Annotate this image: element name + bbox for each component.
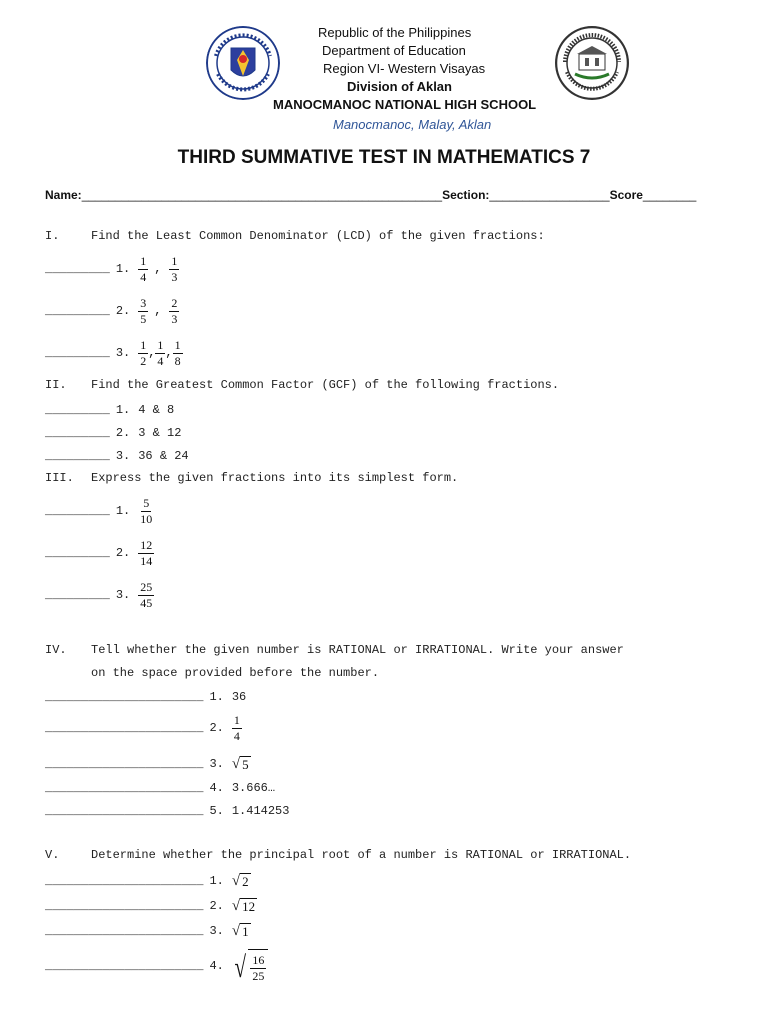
comma-separator: , <box>154 304 162 318</box>
student-info-line <box>45 188 696 202</box>
section-3-item-1 <box>45 494 154 528</box>
answer-blank[interactable]: ______________________ <box>45 690 204 704</box>
section-4-item-1 <box>45 688 246 706</box>
header-department: Department of Education <box>322 43 466 58</box>
comma-separator: , <box>148 346 156 360</box>
item-number: 3. <box>115 588 131 602</box>
section-5-item-3 <box>45 922 251 940</box>
answer-blank[interactable]: ______________________ <box>45 721 204 735</box>
header-republic: Republic of the Philippines <box>318 25 472 40</box>
section-label: Section: <box>442 188 490 202</box>
section-1-item-3 <box>45 336 183 370</box>
item-number: 2. <box>209 721 224 735</box>
section-4-item-4 <box>45 779 275 797</box>
answer-blank[interactable]: ______________________ <box>45 924 204 938</box>
item-number: 4. <box>209 959 224 973</box>
section-1-item-1 <box>45 252 179 286</box>
section-4-item-3 <box>45 755 251 773</box>
item-number: 3. <box>115 346 131 360</box>
test-title: THIRD SUMMATIVE TEST IN MATHEMATICS 7 <box>177 147 591 168</box>
name-label: Name: <box>45 188 82 202</box>
answer-blank[interactable]: _________ <box>45 504 110 518</box>
square-root <box>232 898 257 914</box>
section-2-item-2 <box>45 424 181 442</box>
fraction <box>173 339 183 368</box>
item-number: 3. <box>209 757 224 771</box>
name-field[interactable]: ______________________________________________________ <box>81 188 443 202</box>
fraction <box>138 581 154 610</box>
section-5-item-4 <box>45 946 268 986</box>
answer-blank[interactable]: ______________________ <box>45 959 204 973</box>
fraction <box>155 339 165 368</box>
item-value: 3 & 12 <box>138 426 182 440</box>
denominator: 5 <box>140 311 147 326</box>
item-number: 3. <box>115 449 131 463</box>
fraction <box>138 297 148 326</box>
answer-blank[interactable]: ______________________ <box>45 781 204 795</box>
section-3-instruction <box>45 471 458 485</box>
section-3-item-2 <box>45 536 154 570</box>
item-number: 1. <box>115 504 131 518</box>
item-number: 1. <box>209 874 224 888</box>
item-value: 4 & 8 <box>138 403 175 417</box>
section-4-instruction-continued: on the space provided before the number. <box>91 666 380 680</box>
item-number: 1. <box>115 403 131 417</box>
header-region: Region VI- Western Visayas <box>323 61 486 76</box>
answer-blank[interactable]: ______________________ <box>45 899 204 913</box>
numerator: 25 <box>140 579 153 594</box>
denominator: 4 <box>233 728 240 743</box>
square-root <box>232 756 251 772</box>
item-number: 5. <box>209 804 224 818</box>
answer-blank[interactable]: ______________________ <box>45 874 204 888</box>
answer-blank[interactable]: _________ <box>45 346 110 360</box>
item-number: 2. <box>209 899 224 913</box>
section-5-item-1 <box>45 872 251 890</box>
section-5-item-2 <box>45 897 257 915</box>
numerator: 1 <box>174 337 181 352</box>
item-number: 4. <box>209 781 224 795</box>
fraction <box>169 297 179 326</box>
answer-blank[interactable]: _________ <box>45 426 110 440</box>
denominator: 3 <box>171 269 178 284</box>
item-value: 3.666… <box>231 781 276 795</box>
section-field[interactable]: __________________ <box>489 188 610 202</box>
section-2-item-1 <box>45 401 174 419</box>
denominator: 25 <box>252 969 265 983</box>
radical-sign-icon: √ <box>231 873 241 889</box>
answer-blank[interactable]: _________ <box>45 403 110 417</box>
answer-blank[interactable]: _________ <box>45 449 110 463</box>
item-number: 2. <box>115 426 131 440</box>
section-4-item-2 <box>45 711 242 745</box>
score-field[interactable]: ________ <box>642 188 697 202</box>
numerator: 1 <box>233 712 240 727</box>
item-number: 2. <box>115 546 131 560</box>
section-2-item-3 <box>45 447 189 465</box>
radical-sign-icon: √ <box>231 756 241 772</box>
numerator: 2 <box>171 295 178 310</box>
square-root <box>232 923 251 939</box>
denominator: 3 <box>171 311 178 326</box>
item-number: 2. <box>115 304 131 318</box>
numerator: 1 <box>140 253 147 268</box>
section-1-item-2 <box>45 294 179 328</box>
radicand: 12 <box>242 899 256 914</box>
header-division: Division of Aklan <box>347 79 452 94</box>
header-school-address: Manocmanoc, Malay, Aklan <box>333 117 492 132</box>
radical-sign-icon: √ <box>234 951 246 984</box>
item-value: 1.414253 <box>231 804 290 818</box>
numerator: 1 <box>140 337 147 352</box>
comma-separator: , <box>165 346 173 360</box>
item-number: 3. <box>209 924 224 938</box>
radical-sign-icon: √ <box>231 898 241 914</box>
denominator: 4 <box>140 269 147 284</box>
fraction <box>169 255 179 284</box>
answer-blank[interactable]: _________ <box>45 588 110 602</box>
section-1-instruction <box>45 229 545 243</box>
section-5-number: V. <box>45 848 60 862</box>
item-number: 1. <box>209 690 224 704</box>
section-5-instruction <box>45 848 631 862</box>
radicand: 1 <box>242 924 249 939</box>
answer-blank[interactable]: ______________________ <box>45 757 204 771</box>
section-4-text: Tell whether the given number is RATIONAL or IRRATIONAL. Write your answer <box>91 643 624 657</box>
radicand: 5 <box>242 757 249 772</box>
denominator: 45 <box>140 595 153 610</box>
radicand-fraction <box>248 949 268 983</box>
section-4-instruction <box>45 643 624 657</box>
header-school-name: MANOCMANOC NATIONAL HIGH SCHOOL <box>273 97 537 112</box>
numerator: 12 <box>140 537 153 552</box>
answer-blank[interactable]: _________ <box>45 546 110 560</box>
comma-separator: , <box>154 262 162 276</box>
fraction <box>138 339 148 368</box>
numerator: 5 <box>143 495 150 510</box>
denominator: 4 <box>157 353 164 368</box>
section-2-instruction <box>45 378 559 392</box>
numerator: 16 <box>252 953 265 967</box>
numerator: 3 <box>140 295 147 310</box>
denominator: 14 <box>140 553 153 568</box>
section-5-text: Determine whether the principal root of a number is RATIONAL or IRRATIONAL. <box>91 848 632 862</box>
section-3-text: Express the given fractions into its simplest form. <box>91 471 459 485</box>
denominator: 2 <box>140 353 147 368</box>
school-seal-icon <box>555 26 629 100</box>
numerator: 1 <box>157 337 164 352</box>
answer-blank[interactable]: _________ <box>45 304 110 318</box>
section-2-number: II. <box>45 378 67 392</box>
fraction <box>138 539 154 568</box>
fraction <box>138 497 154 526</box>
deped-seal-icon <box>206 26 280 100</box>
fraction <box>232 714 242 743</box>
denominator: 10 <box>140 511 153 526</box>
denominator: 8 <box>174 353 181 368</box>
item-value: 36 & 24 <box>138 449 189 463</box>
section-3-item-3 <box>45 578 154 612</box>
answer-blank[interactable]: ______________________ <box>45 804 204 818</box>
section-1-number: I. <box>45 229 60 243</box>
section-3-number: III. <box>45 471 74 485</box>
square-root <box>232 873 251 889</box>
fraction <box>250 954 266 983</box>
answer-blank[interactable]: _________ <box>45 262 110 276</box>
fraction <box>138 255 148 284</box>
section-1-text: Find the Least Common Denominator (LCD) of the given fractions: <box>91 229 545 243</box>
section-4-number: IV. <box>45 643 67 657</box>
section-4-item-5 <box>45 802 289 820</box>
radical-sign-icon: √ <box>231 923 241 939</box>
numerator: 1 <box>171 253 178 268</box>
section-2-text: Find the Greatest Common Factor (GCF) of the following fractions. <box>91 378 560 392</box>
square-root <box>232 949 268 983</box>
item-value: 36 <box>231 690 247 704</box>
item-number: 1. <box>115 262 131 276</box>
radicand: 2 <box>242 874 249 889</box>
score-label: Score <box>609 188 643 202</box>
